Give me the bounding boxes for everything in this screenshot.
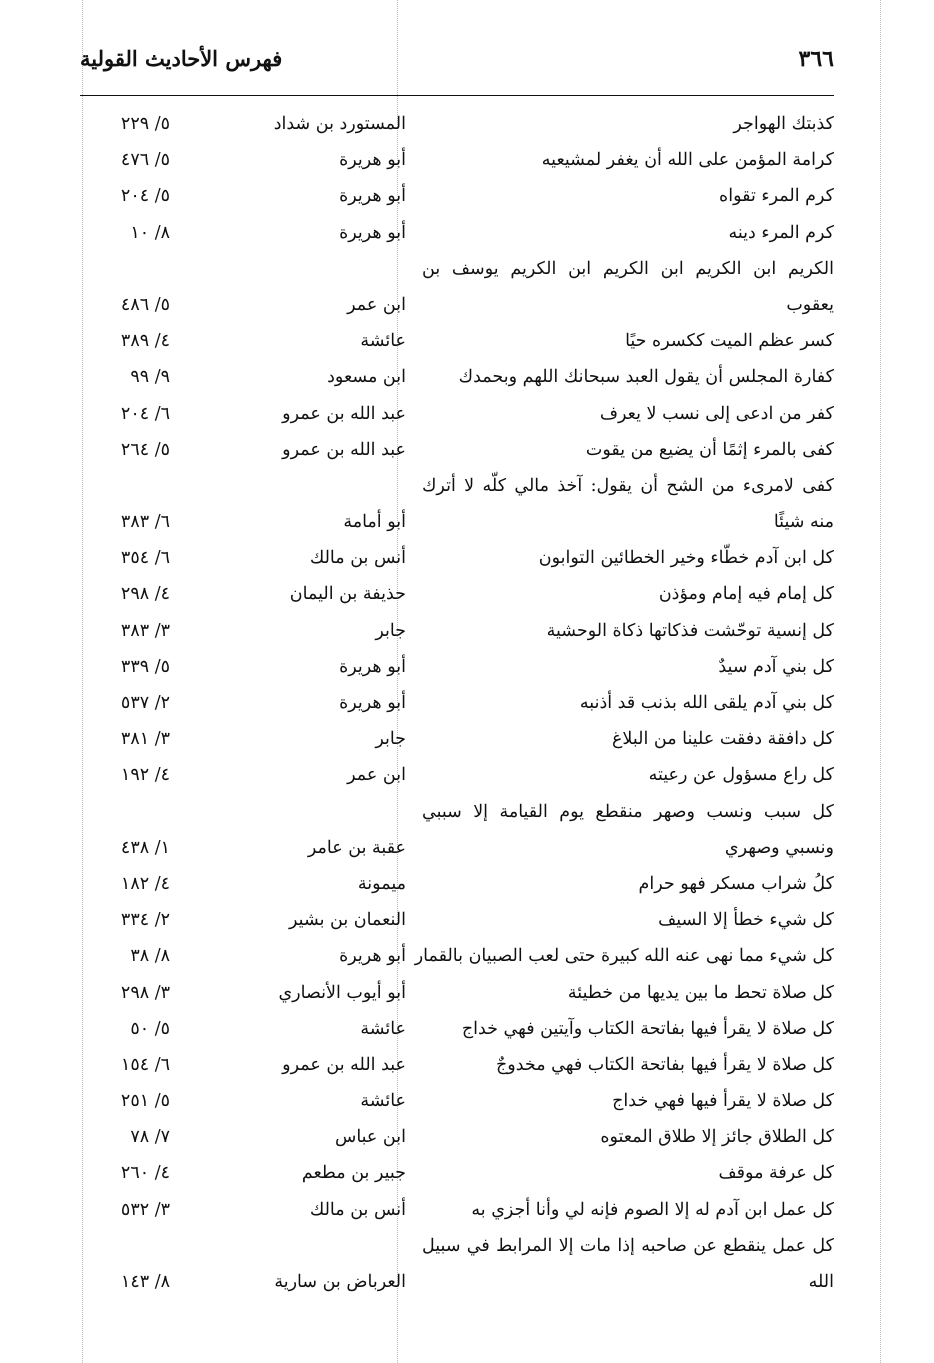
volume-page-ref: ٢/ ٥٣٧ bbox=[120, 693, 170, 714]
hadith-text: كل عرفة موقف bbox=[718, 1163, 834, 1184]
index-entry bbox=[80, 757, 834, 793]
narrator-name: أبو أمامة bbox=[343, 512, 406, 533]
narrator-name: ابن مسعود bbox=[327, 367, 406, 388]
narrator-name: المستورد بن شداد bbox=[273, 114, 406, 134]
hadith-text: كل صلاة تحط ما بين يديها من خطيئة bbox=[567, 982, 834, 1003]
volume-page-ref: ٣/ ٢٩٨ bbox=[120, 982, 170, 1003]
narrator-name: عائشة bbox=[360, 331, 406, 352]
hadith-text: كل ابن آدم خطّاء وخير الخطائين التوابون bbox=[538, 548, 834, 569]
index-entries bbox=[80, 106, 834, 1300]
hadith-text: كذبتك الهواجر bbox=[733, 114, 834, 134]
volume-page-ref: ٦/ ٣٨٣ bbox=[120, 512, 170, 533]
hadith-text: كل صلاة لا يقرأ فيها بفاتحة الكتاب وآيتين فهي خداج bbox=[461, 1018, 834, 1039]
volume-page-ref: ٤/ ١٨٢ bbox=[120, 873, 170, 894]
running-title: فهرس الأحاديث القولية bbox=[80, 46, 283, 71]
hadith-text: كل بني آدم يلقى الله بذنب قد أذنبه bbox=[579, 693, 834, 714]
narrator-name: عائشة bbox=[360, 1018, 406, 1039]
hadith-text: كل إنسية توحّشت فذكاتها ذكاة الوحشية bbox=[546, 620, 834, 641]
volume-page-ref: ٤/ ٢٩٨ bbox=[120, 584, 170, 605]
index-entry bbox=[80, 215, 834, 251]
index-entry bbox=[80, 323, 834, 359]
index-entry bbox=[80, 396, 834, 432]
narrator-name: حذيفة بن اليمان bbox=[289, 584, 406, 605]
narrator-name: جابر bbox=[375, 620, 406, 641]
volume-page-ref: ٥/ ٤٨٦ bbox=[120, 294, 170, 315]
hadith-text: كفر من ادعى إلى نسب لا يعرف bbox=[599, 403, 834, 424]
narrator-name: العرباض بن سارية bbox=[274, 1272, 406, 1293]
volume-page-ref: ٦/ ١٥٤ bbox=[120, 1054, 170, 1075]
hadith-text: كلُ شراب مسكر فهو حرام bbox=[638, 873, 834, 894]
volume-page-ref: ١/ ٤٣٨ bbox=[120, 837, 170, 858]
index-entry bbox=[80, 468, 834, 540]
volume-page-ref: ٣/ ٣٨٣ bbox=[120, 620, 170, 641]
narrator-name: جبير بن مطعم bbox=[301, 1163, 406, 1184]
hadith-text: كل سبب ونسب وصهر منقطع يوم القيامة إلا سببي ونسبي وصهري bbox=[422, 801, 834, 858]
narrator-name: ابن عمر bbox=[347, 294, 406, 315]
volume-page-ref: ٤/ ٣٨٩ bbox=[120, 331, 170, 352]
index-entry bbox=[80, 685, 834, 721]
index-entry bbox=[80, 178, 834, 214]
volume-page-ref: ٧/ ٧٨ bbox=[130, 1127, 170, 1148]
volume-page-ref: ٨/ ١٠ bbox=[130, 222, 170, 243]
index-entry bbox=[80, 106, 834, 142]
index-entry bbox=[80, 902, 834, 938]
hadith-text: كل بني آدم سيدٌ bbox=[718, 656, 834, 677]
narrator-name: أبو أيوب الأنصاري bbox=[278, 982, 406, 1003]
narrator-name: ابن عباس bbox=[334, 1127, 406, 1148]
volume-page-ref: ٥/ ٢٥١ bbox=[120, 1091, 170, 1112]
volume-page-ref: ٥/ ٥٠ bbox=[130, 1018, 170, 1039]
narrator-name: أنس بن مالك bbox=[309, 548, 406, 569]
narrator-name: أبو هريرة bbox=[339, 693, 406, 714]
index-entry bbox=[80, 938, 834, 974]
index-entry bbox=[80, 1011, 834, 1047]
volume-page-ref: ٩/ ٩٩ bbox=[130, 367, 170, 388]
index-entry bbox=[80, 866, 834, 902]
hadith-text: كل عمل ابن آدم له إلا الصوم فإنه لي وأنا أجزي به bbox=[471, 1199, 834, 1220]
narrator-name: أبو هريرة bbox=[339, 186, 406, 207]
narrator-name: أنس بن مالك bbox=[309, 1199, 406, 1220]
narrator-name: عقبة بن عامر bbox=[307, 837, 406, 858]
hadith-text: كل راع مسؤول عن رعيته bbox=[648, 765, 834, 786]
index-entry bbox=[80, 142, 834, 178]
hadith-text: كفى لامرىء من الشح أن يقول: آخذ مالي كلّه لا أترك منه شيئًا bbox=[422, 475, 834, 533]
volume-page-ref: ٥/ ٢٢٩ bbox=[120, 114, 170, 134]
narrator-name: النعمان بن بشير bbox=[289, 910, 406, 931]
index-entry bbox=[80, 1192, 834, 1228]
volume-page-ref: ٦/ ٢٠٤ bbox=[120, 403, 170, 424]
volume-page-ref: ٦/ ٣٥٤ bbox=[120, 548, 170, 569]
header-rule bbox=[80, 95, 834, 96]
index-entry bbox=[80, 1155, 834, 1191]
volume-page-ref: ٥/ ٤٧٦ bbox=[120, 150, 170, 171]
narrator-name: أبو هريرة bbox=[339, 222, 406, 243]
hadith-text: كل الطلاق جائز إلا طلاق المعتوه bbox=[600, 1127, 834, 1148]
index-entry bbox=[80, 1047, 834, 1083]
hadith-text: كفارة المجلس أن يقول العبد سبحانك اللهم وبحمدك bbox=[458, 367, 834, 388]
narrator-name: أبو هريرة bbox=[339, 150, 406, 171]
narrator-name: عبد الله بن عمرو bbox=[282, 439, 406, 460]
index-entry bbox=[80, 649, 834, 685]
index-entry bbox=[80, 721, 834, 757]
hadith-text: كل إمام فيه إمام ومؤذن bbox=[658, 584, 834, 605]
hadith-text: كرم المرء دينه bbox=[728, 222, 834, 243]
hadith-text: كل شيء مما نهى عنه الله كبيرة حتى لعب الصبيان بالقمار bbox=[414, 946, 834, 967]
hadith-text: كل دافقة دفقت علينا من البلاغ bbox=[611, 729, 834, 750]
index-entry bbox=[80, 1228, 834, 1300]
index-entry bbox=[80, 1083, 834, 1119]
index-entry bbox=[80, 540, 834, 576]
narrator-name: ابن عمر bbox=[347, 765, 406, 786]
index-entry bbox=[80, 1119, 834, 1155]
volume-page-ref: ٤/ ١٩٢ bbox=[120, 765, 170, 786]
hadith-text: كل صلاة لا يقرأ فيها بفاتحة الكتاب فهي مخدوجٌ bbox=[496, 1054, 834, 1075]
narrator-name: عبد الله بن عمرو bbox=[282, 403, 406, 424]
page-header bbox=[80, 46, 834, 86]
volume-page-ref: ٨/ ١٤٣ bbox=[120, 1272, 170, 1293]
index-entry bbox=[80, 794, 834, 866]
volume-page-ref: ٨/ ٣٨ bbox=[130, 946, 170, 967]
index-entry bbox=[80, 975, 834, 1011]
hadith-text: الكريم ابن الكريم ابن الكريم ابن الكريم يوسف بن يعقوب bbox=[422, 258, 834, 315]
narrator-name: جابر bbox=[375, 729, 406, 750]
index-entry bbox=[80, 432, 834, 468]
volume-page-ref: ٣/ ٥٣٢ bbox=[120, 1199, 170, 1220]
volume-page-ref: ٥/ ٢٦٤ bbox=[120, 439, 170, 460]
volume-page-ref: ٥/ ٢٠٤ bbox=[120, 186, 170, 207]
hadith-text: كرم المرء تقواه bbox=[719, 186, 834, 207]
index-entry bbox=[80, 251, 834, 323]
hadith-text: كل عمل ينقطع عن صاحبه إذا مات إلا المرابط في سبيل الله bbox=[422, 1235, 834, 1293]
page-number: ٣٦٦ bbox=[798, 46, 834, 72]
hadith-text: كل صلاة لا يقرأ فيها فهي خداج bbox=[612, 1091, 834, 1112]
index-entry bbox=[80, 359, 834, 395]
hadith-text: كرامة المؤمن على الله أن يغفر لمشيعيه bbox=[541, 150, 834, 171]
margin-dots bbox=[880, 0, 881, 1363]
hadith-text: كل شيء خطأ إلا السيف bbox=[658, 910, 834, 931]
volume-page-ref: ٢/ ٣٣٤ bbox=[120, 910, 170, 931]
index-entry bbox=[80, 613, 834, 649]
volume-page-ref: ٥/ ٣٣٩ bbox=[120, 656, 170, 677]
hadith-text: كفى بالمرء إثمًا أن يضيع من يقوت bbox=[585, 439, 834, 460]
volume-page-ref: ٣/ ٣٨١ bbox=[120, 729, 170, 750]
narrator-name: عائشة bbox=[360, 1091, 406, 1112]
narrator-name: أبو هريرة bbox=[339, 656, 406, 677]
narrator-name: أبو هريرة bbox=[339, 946, 406, 967]
volume-page-ref: ٤/ ٢٦٠ bbox=[120, 1163, 170, 1184]
narrator-name: عبد الله بن عمرو bbox=[282, 1054, 406, 1075]
hadith-text: كسر عظم الميت ككسره حيًا bbox=[625, 331, 834, 352]
narrator-name: ميمونة bbox=[357, 873, 406, 894]
index-entry bbox=[80, 576, 834, 612]
